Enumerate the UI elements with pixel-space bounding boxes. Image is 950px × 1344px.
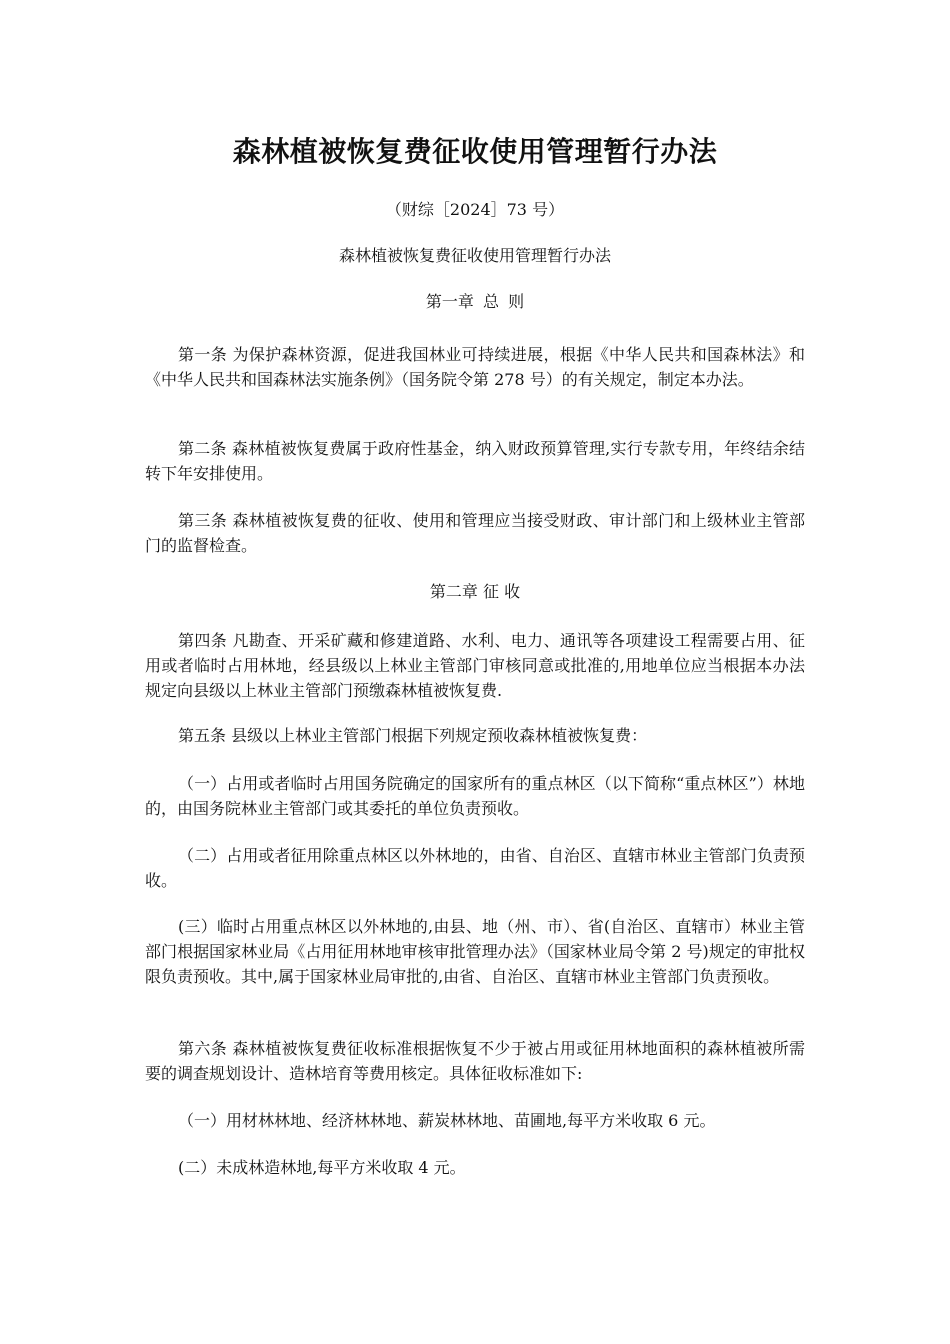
article-6: 第六条 森林植被恢复费征收标准根据恢复不少于被占用或征用林地面积的森林植被所需要的调查规划设计、造林培育等费用核定。具体征收标准如下: — [145, 1039, 805, 1083]
article-6-item-1: （一）用材林林地、经济林林地、薪炭林林地、苗圃地,每平方米收取 6 元。 — [178, 1111, 716, 1130]
article-6-item-2: (二）未成林造林地,每平方米收取 4 元。 — [178, 1158, 466, 1177]
article-1: 第一条 为保护森林资源，促进我国林业可持续进展，根据《中华人民共和国森林法》和《中华人民共和国森林法实施条例》（国务院令第 278 号）的有关规定，制定本办法。 — [145, 345, 805, 389]
article-2: 第二条 森林植被恢复费属于政府性基金，纳入财政预算管理,实行专款专用，年终结余结转下年安排使用。 — [145, 439, 805, 483]
article-4: 第四条 凡勘查、开采矿藏和修建道路、水利、电力、通讯等各项建设工程需要占用、征用或者临时占用林地，经县级以上林业主管部门审核同意或批准的,用地单位应当根据本办法规定向县级以上林业主管部门预缴森林植被恢复费. — [145, 631, 805, 700]
article-5-item-1: （一）占用或者临时占用国务院确定的国家所有的重点林区（以下简称“重点林区”）林地的，由国务院林业主管部门或其委托的单位负责预收。 — [145, 774, 805, 818]
document-subtitle: 森林植被恢复费征收使用管理暂行办法 — [338, 246, 611, 265]
document-page — [145, 0, 805, 1344]
document-title: 森林植被恢复费征收使用管理暂行办法 — [232, 135, 718, 168]
chapter-heading-2: 第二章 征 收 — [429, 582, 521, 601]
article-5-item-2: （二）占用或者征用除重点林区以外林地的，由省、自治区、直辖市林业主管部门负责预收。 — [145, 846, 805, 890]
article-3: 第三条 森林植被恢复费的征收、使用和管理应当接受财政、审计部门和上级林业主管部门的监督检查。 — [145, 511, 805, 555]
article-5-item-3: (三）临时占用重点林区以外林地的,由县、地（州、市）、省(自治区、直辖市）林业主管部门根据国家林业局《占用征用林地审核审批管理办法》（国家林业局令第 2 号)规定的审批权限负责预收。其中,属于国家林业局审批的,由省、自治区、直辖市林业主管部门负责预收。 — [145, 917, 805, 986]
article-5: 第五条 县级以上林业主管部门根据下列规定预收森林植被恢复费： — [178, 726, 648, 745]
chapter-heading-1: 第一章 总 则 — [425, 292, 525, 311]
document-number: （财综［2024］73 号） — [385, 200, 565, 219]
